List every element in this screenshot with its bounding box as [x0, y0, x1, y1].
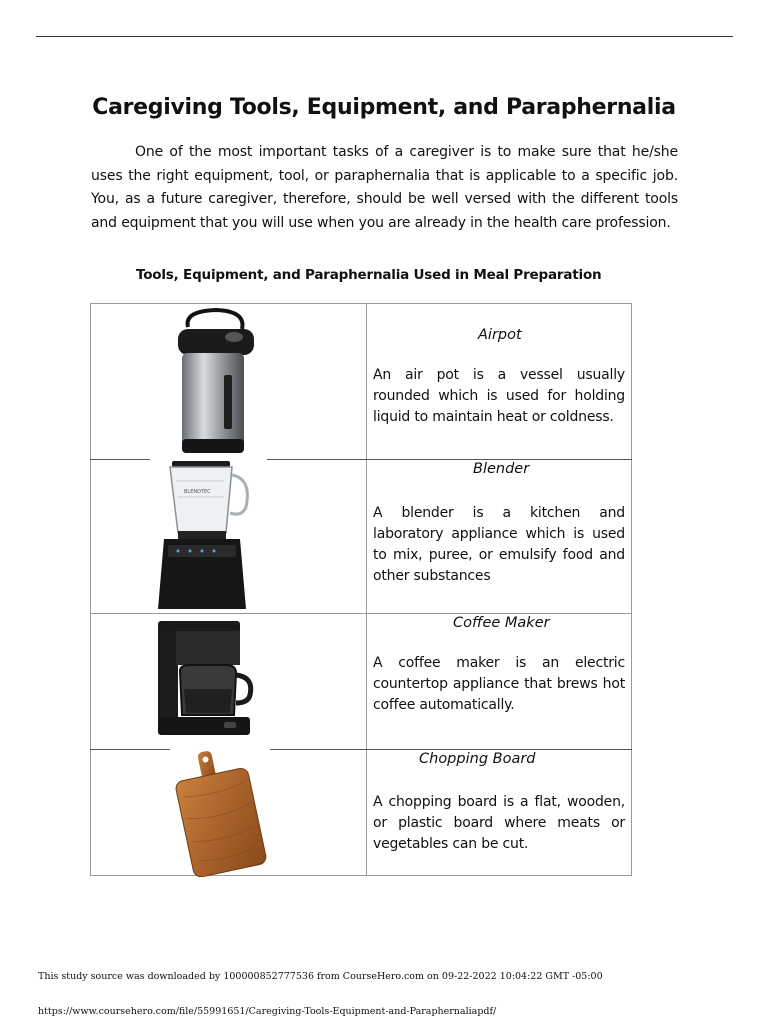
tool-name: Chopping Board [419, 751, 536, 767]
page-title: Caregiving Tools, Equipment, and Paraphernalia [92, 95, 676, 120]
tool-description: An air pot is a vessel usually rounded which is used for holding liquid to maintain heat or coldness. [373, 367, 625, 425]
airpot-icon [176, 307, 256, 457]
table-row [90, 303, 366, 459]
table-row [90, 749, 366, 876]
download-notice: This study source was downloaded by 100000852777536 from CourseHero.com on 09-22-2022 10:04:22 GMT -05:00 [38, 971, 603, 982]
top-rule [36, 36, 733, 37]
tool-description: A chopping board is a flat, wooden, or plastic board where meats or vegetables can be cut. [373, 794, 625, 852]
table-row [90, 459, 366, 613]
table-row [90, 613, 366, 749]
column-divider [366, 303, 367, 876]
blender-icon [154, 461, 258, 611]
svg-text:BLENDTEC: BLENDTEC [184, 489, 211, 495]
tool-description: A coffee maker is an electric countertop appliance that brews hot coffee automatically. [373, 655, 625, 713]
section-heading: Tools, Equipment, and Paraphernalia Used in Meal Preparation [136, 267, 602, 283]
tools-table [90, 303, 632, 876]
tool-name: Blender [473, 461, 530, 477]
coffee-maker-icon [154, 619, 254, 739]
tool-name: Coffee Maker [453, 615, 550, 631]
tool-description: A blender is a kitchen and laboratory appliance which is used to mix, puree, or emulsify food and other substances [373, 505, 625, 584]
chopping-board-icon [170, 749, 276, 877]
source-link[interactable]: https://www.coursehero.com/file/55991651/Caregiving-Tools-Equipment-and-Paraphernaliapdf/ [38, 1006, 497, 1017]
tool-name: Airpot [478, 327, 522, 343]
intro-paragraph: One of the most important tasks of a caregiver is to make sure that he/she uses the right equipment, tool, or paraphernalia that is applicable to a specific job. You, as a future caregiver, therefore, should be well versed with the different tools and equipment that you will use when you are already in the health care profession. [91, 144, 678, 231]
